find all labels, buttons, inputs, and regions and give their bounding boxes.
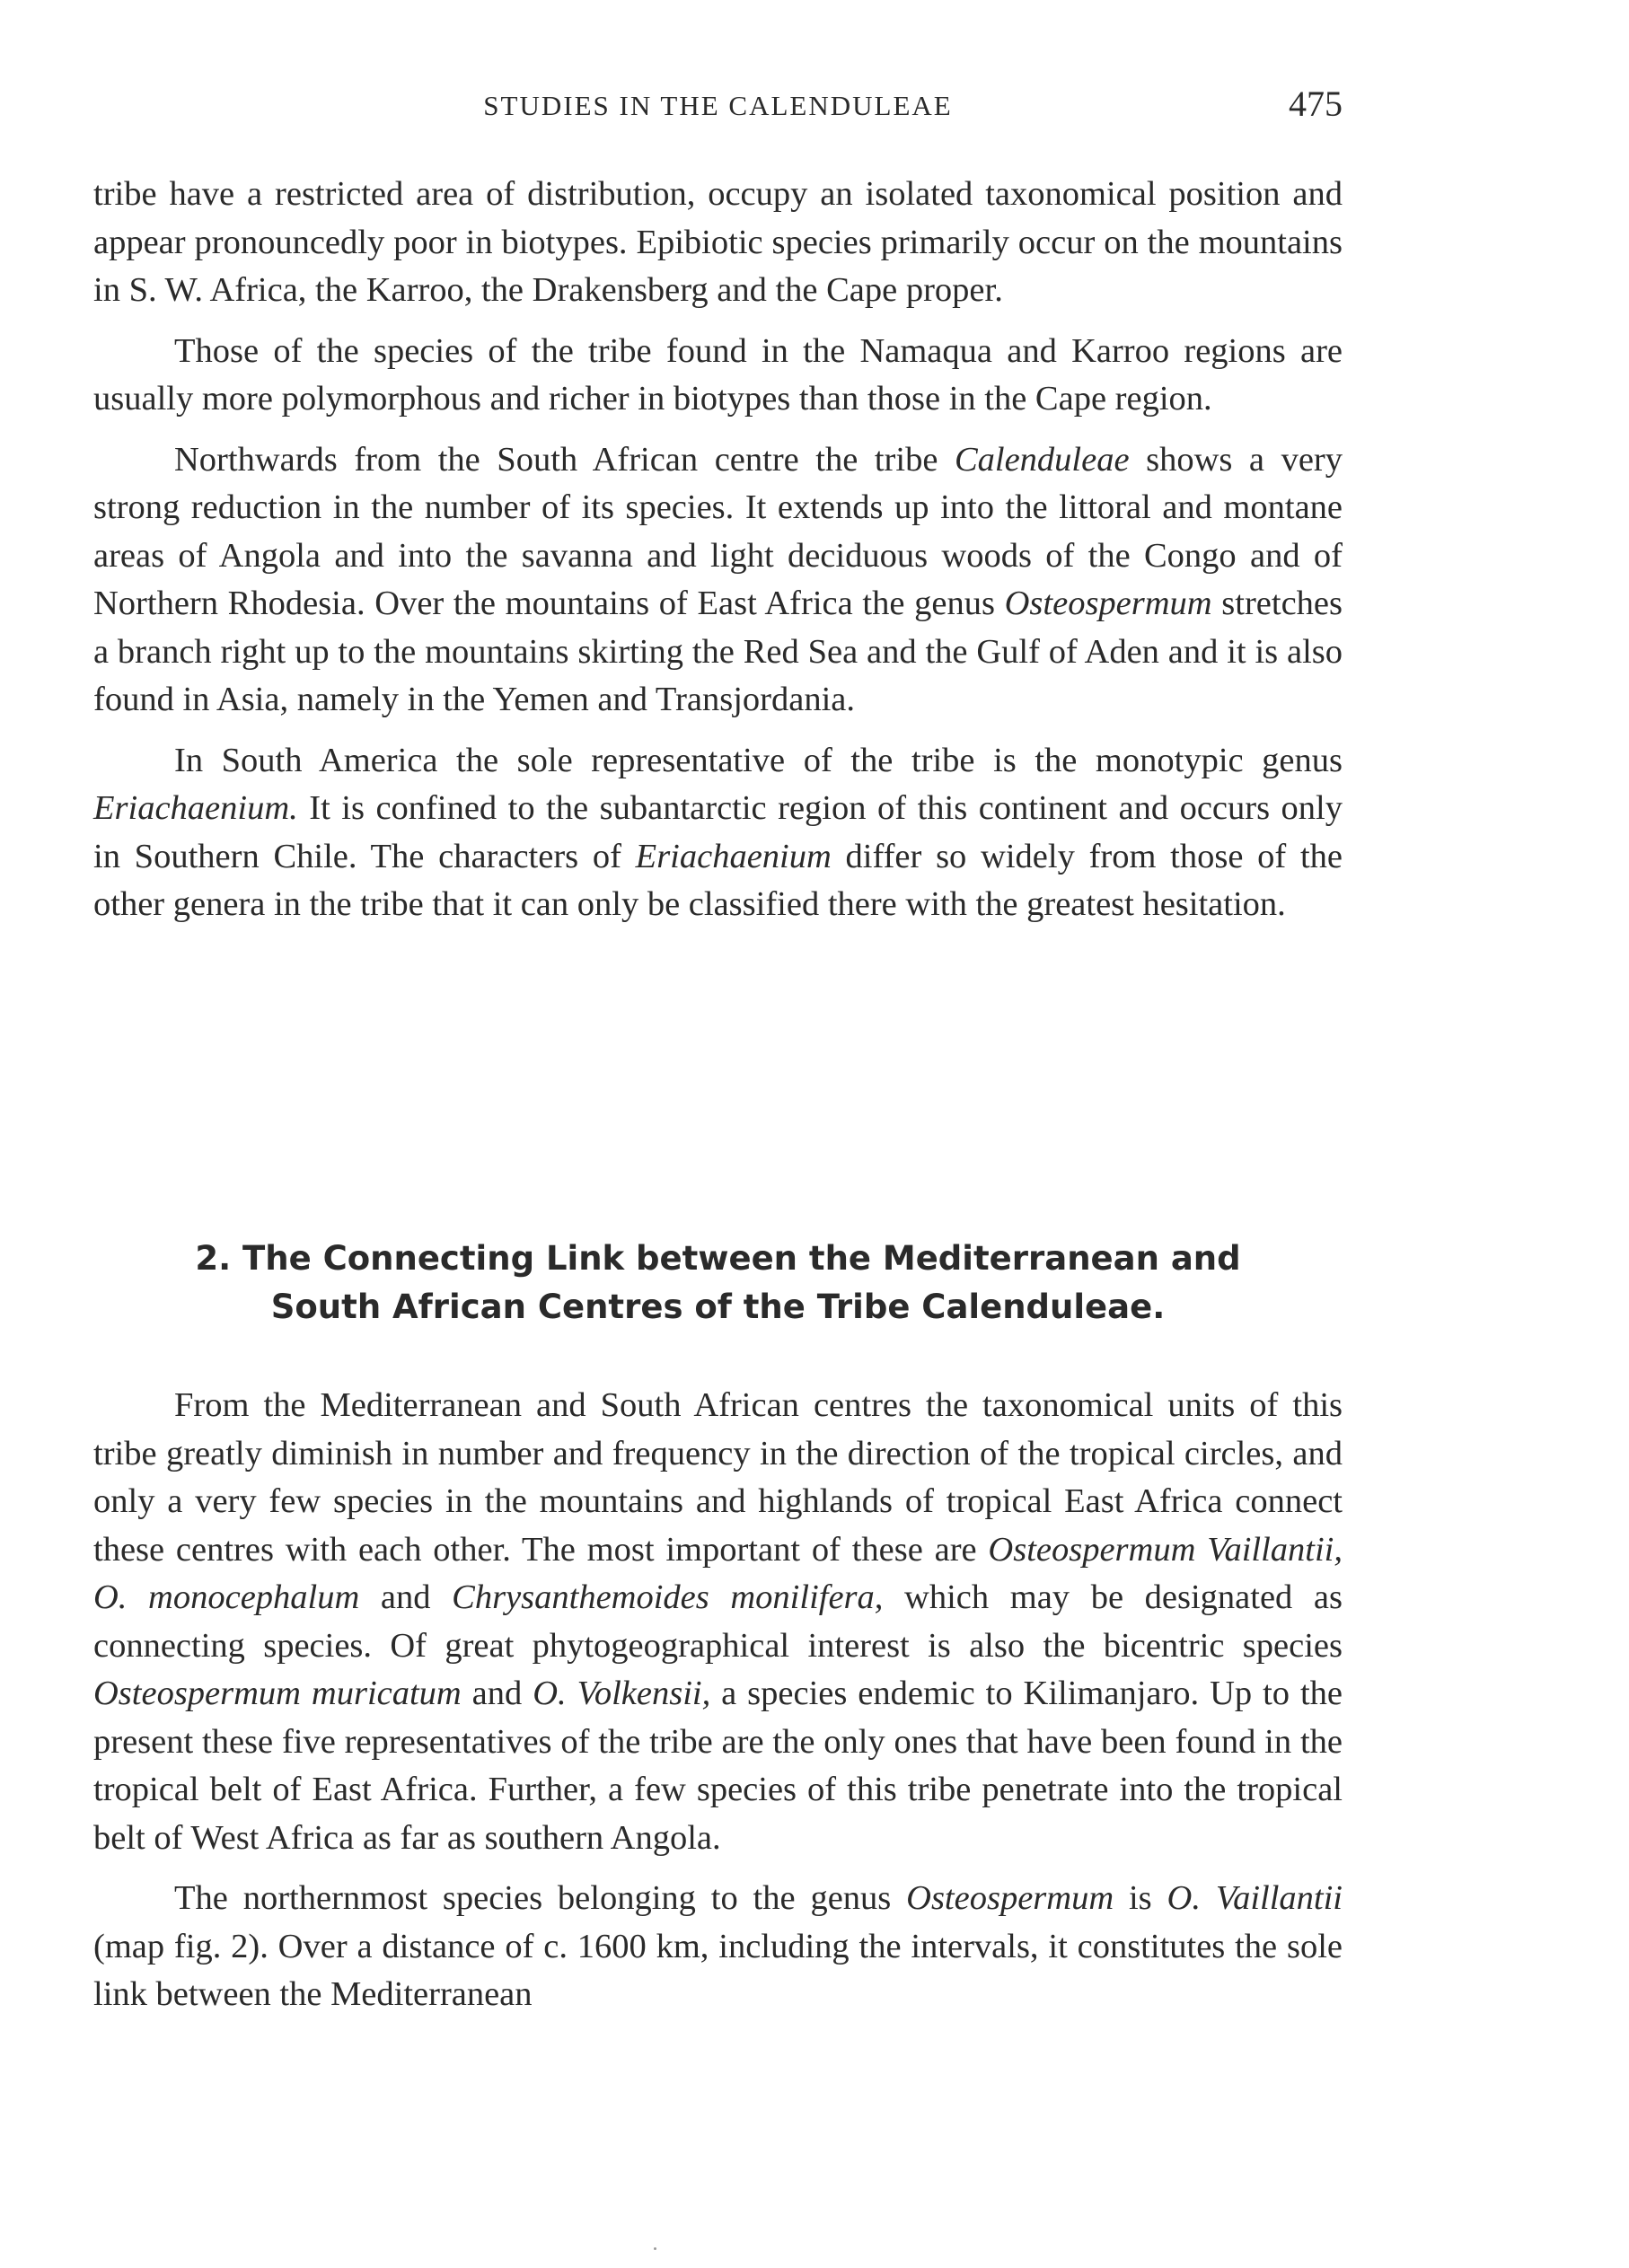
- section-heading: [93, 1235, 1343, 1332]
- taxon-name: Eriachaenium: [635, 837, 832, 875]
- taxon-name: Osteospermum Vaillantii, O. monocephalum: [93, 1530, 1343, 1616]
- taxon-name: Eriachaenium.: [93, 789, 298, 827]
- body-text-lower: [93, 1382, 1343, 2019]
- paragraph: From the Mediterranean and South African centres the taxonomical units of this tribe greatly diminish in number and frequency in the direction of the tropical circles, and only a very few species in the mountains and highlands of tropical East Africa connect these centres with each other. The most important of these are Osteospermum Vaillantii, O. monocephalum and Chrysanthemoides monilifera, which may be designated as connecting species. Of great phytogeographical interest is also the bicentric species Osteospermum muricatum and O. Volkensii, a species endemic to Kilimanjaro. Up to the present these five representatives of the tribe are the only ones that have been found in the tropical belt of East Africa. Further, a few species of this tribe penetrate into the tropical belt of West Africa as far as southern Angola.: [93, 1386, 1343, 1857]
- paragraph: In South America the sole representative of the tribe is the monotypic genus Eriachaenium. It is confined to the subantarctic region of this continent and occurs only in Southern Chile. The characters of Eriachaenium differ so widely from those of the other genera in the tribe that it can only be classified there with the greatest hesitation.: [93, 741, 1343, 923]
- taxon-name: Calenduleae: [954, 440, 1130, 479]
- section-heading-line: South African Centres of the Tribe Calenduleae.: [270, 1288, 1166, 1326]
- body-text-upper: [93, 171, 1343, 929]
- section-heading-line: 2. The Connecting Link between the Mediterranean and: [195, 1239, 1241, 1278]
- taxon-name: O. Vaillantii: [1167, 1879, 1343, 1917]
- taxon-name: Osteospermum: [906, 1879, 1114, 1917]
- taxon-name: O. Volkensii,: [533, 1675, 711, 1712]
- running-title: STUDIES IN THE CALENDULEAE: [483, 90, 953, 121]
- page-number: 475: [1289, 84, 1343, 124]
- paragraph: Those of the species of the tribe found in the Namaqua and Karroo regions are usually more polymorphous and richer in biotypes than those in the Cape region.: [93, 331, 1343, 418]
- taxon-name: Chrysanthemoides monilifera,: [452, 1578, 884, 1616]
- running-head: [93, 84, 1343, 135]
- taxon-name: Osteospermum muricatum: [93, 1675, 462, 1712]
- paragraph: tribe have a restricted area of distribution, occupy an isolated taxonomical position and appear pronouncedly poor in biotypes. Epibiotic species primarily occur on the mountains in S. W. Africa, the Karroo, the Drakensberg and the Cape proper.: [93, 175, 1343, 309]
- taxon-name: Osteospermum: [1004, 585, 1212, 622]
- paragraph: The northernmost species belonging to the genus Osteospermum is O. Vaillantii (map fig. 2). Over a distance of c. 1600 km, including the intervals, it constitutes the sole link between the Mediterranean: [93, 1879, 1343, 2013]
- print-speck: [654, 2247, 656, 2250]
- paragraph: Northwards from the South African centre the tribe Calenduleae shows a very strong reduction in the number of its species. It extends up into the littoral and montane areas of Angola and into the savanna and light deciduous woods of the Congo and of Northern Rhodesia. Over the mountains of East Africa the genus Osteospermum stretches a branch right up to the mountains skirting the Red Sea and the Gulf of Aden and it is also found in Asia, namely in the Yemen and Transjordania.: [93, 440, 1343, 718]
